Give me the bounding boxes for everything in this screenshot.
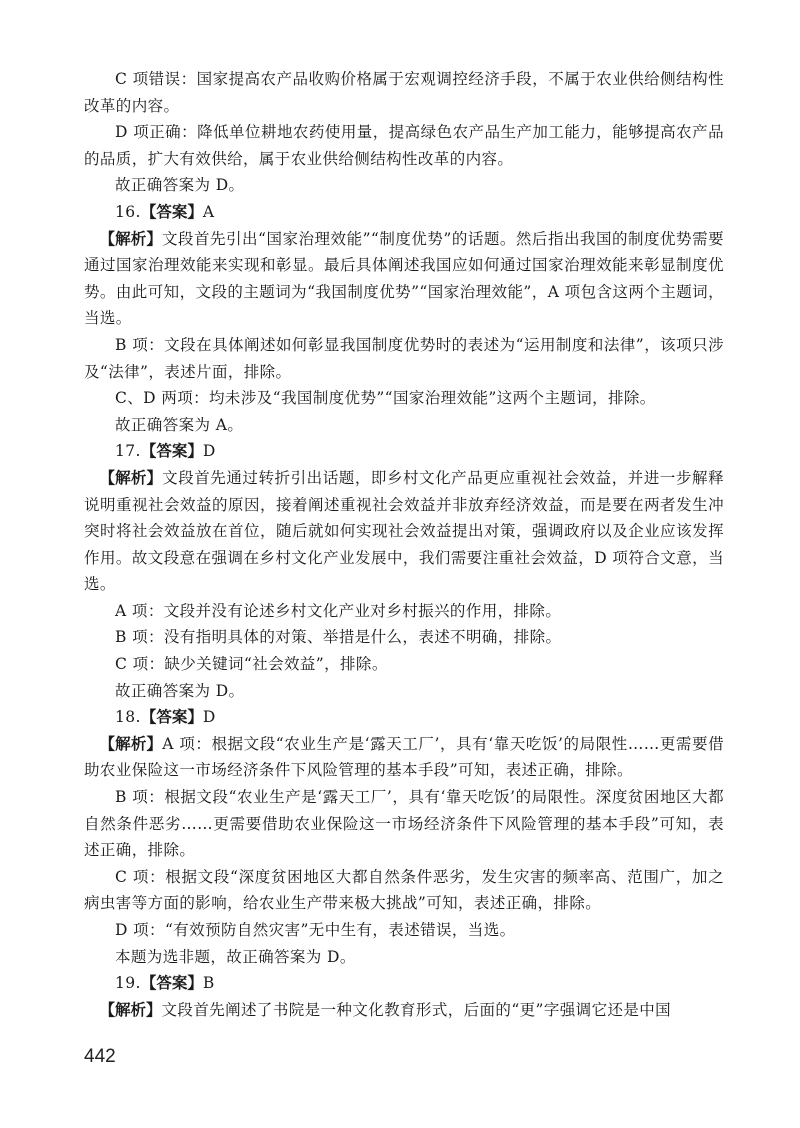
answer-letter: D xyxy=(202,708,216,727)
question-number: 16. xyxy=(115,202,141,221)
analysis-paragraph xyxy=(84,997,724,1024)
answer-tag: 【答案】 xyxy=(140,202,203,221)
answer-line xyxy=(84,704,724,731)
answer-letter: B xyxy=(202,974,215,993)
answer-line xyxy=(84,199,724,226)
question-number: 18. xyxy=(115,708,141,727)
question-number: 19. xyxy=(115,974,141,993)
answer-line xyxy=(84,970,724,997)
analysis-paragraph xyxy=(84,731,724,784)
answer-tag: 【答案】 xyxy=(140,442,203,461)
paragraph: B 项：文段在具体阐述如何彰显我国制度优势时的表述为“运用制度和法律”，该项只涉及“法律”，表述片面，排除。 xyxy=(84,335,724,381)
analysis-tag: 【解析】 xyxy=(99,468,163,487)
paragraph: 故正确答案为 D。 xyxy=(115,681,245,700)
page-number: 442 xyxy=(84,1046,116,1067)
paragraph: A 项：文段并没有论述乡村文化产业对乡村振兴的作用，排除。 xyxy=(115,601,562,620)
paragraph: 本题为选非题，故正确答案为 D。 xyxy=(115,947,356,966)
analysis-text: 文段首先通过转折引出话题，即乡村文化产品更应重视社会效益，并进一步解释说明重视社会效益的原因，接着阐述重视社会效益并非放弃经济效益，而是要在两者发生冲突时将社会效益放在首位，随后就如何实现社会效益提出对策，强调政府以及企业应该发挥作用。故文段意在强调在乡村文化产业发展中，我们需要注重社会效益，D 项符合文意，当选。 xyxy=(84,468,724,594)
paragraph: D 项：“有效预防自然灾害”无中生有，表述错误，当选。 xyxy=(115,921,516,939)
paragraph: C 项错误：国家提高农产品收购价格属于宏观调控经济手段，不属于农业供给侧结构性改革的内容。 xyxy=(84,70,724,115)
answer-line xyxy=(84,438,724,465)
paragraph: B 项：根据文段“农业生产是‘露天工厂’，具有‘靠天吃饭’的局限性。深度贫困地区大都自然条件恶劣……更需要借助农业保险这一市场经济条件下风险管理的基本手段”可知，表述正确，排除。 xyxy=(84,788,724,860)
analysis-paragraph xyxy=(84,465,724,598)
paragraph: D 项正确：降低单位耕地农药使用量，提高绿色农产品生产加工能力，能够提高农产品的品质，扩大有效供给，属于农业供给侧结构性改革的内容。 xyxy=(84,123,724,168)
answer-tag: 【答案】 xyxy=(140,974,203,993)
analysis-tag: 【解析】 xyxy=(99,1000,162,1019)
analysis-paragraph xyxy=(84,226,724,332)
paragraph: C、D 两项：均未涉及“我国制度优势”“国家治理效能”这两个主题词，排除。 xyxy=(115,389,656,408)
paragraph: B 项：没有指明具体的对策、举措是什么，表述不明确，排除。 xyxy=(115,628,562,647)
answer-tag: 【答案】 xyxy=(140,708,203,727)
answer-letter: D xyxy=(202,442,216,461)
analysis-text: 文段首先阐述了书院是一种文化教育形式，后面的“更”字强调它还是中国 xyxy=(161,1000,672,1019)
analysis-tag: 【解析】 xyxy=(99,229,162,248)
analysis-text: A 项：根据文段“农业生产是‘露天工厂’，具有‘靠天吃饭’的局限性……更需要借助农业保险这一市场经济条件下风险管理的基本手段”可知，表述正确，排除。 xyxy=(84,734,724,780)
analysis-text: 文段首先引出“国家治理效能”“制度优势”的话题。然后指出我国的制度优势需要通过国家治理效能来实现和彰显。最后具体阐述我国应如何通过国家治理效能来彰显制度优势。由此可知，文段的主题词为“我国制度优势”“国家治理效能”，A 项包含这两个主题词，当选。 xyxy=(84,229,724,328)
answer-letter: A xyxy=(202,202,215,221)
paragraph: C 项：缺少关键词“社会效益”，排除。 xyxy=(115,655,388,674)
paragraph: 故正确答案为 D。 xyxy=(115,176,245,195)
question-number: 17. xyxy=(115,442,141,461)
paragraph: C 项：根据文段“深度贫困地区大都自然条件恶劣，发生灾害的频率高、范围广，加之病虫害等方面的影响，给农业生产带来极大挑战”可知，表述正确，排除。 xyxy=(84,867,724,913)
document-body xyxy=(84,66,724,1023)
paragraph: 故正确答案为 A。 xyxy=(115,415,244,434)
analysis-tag: 【解析】 xyxy=(99,734,163,753)
